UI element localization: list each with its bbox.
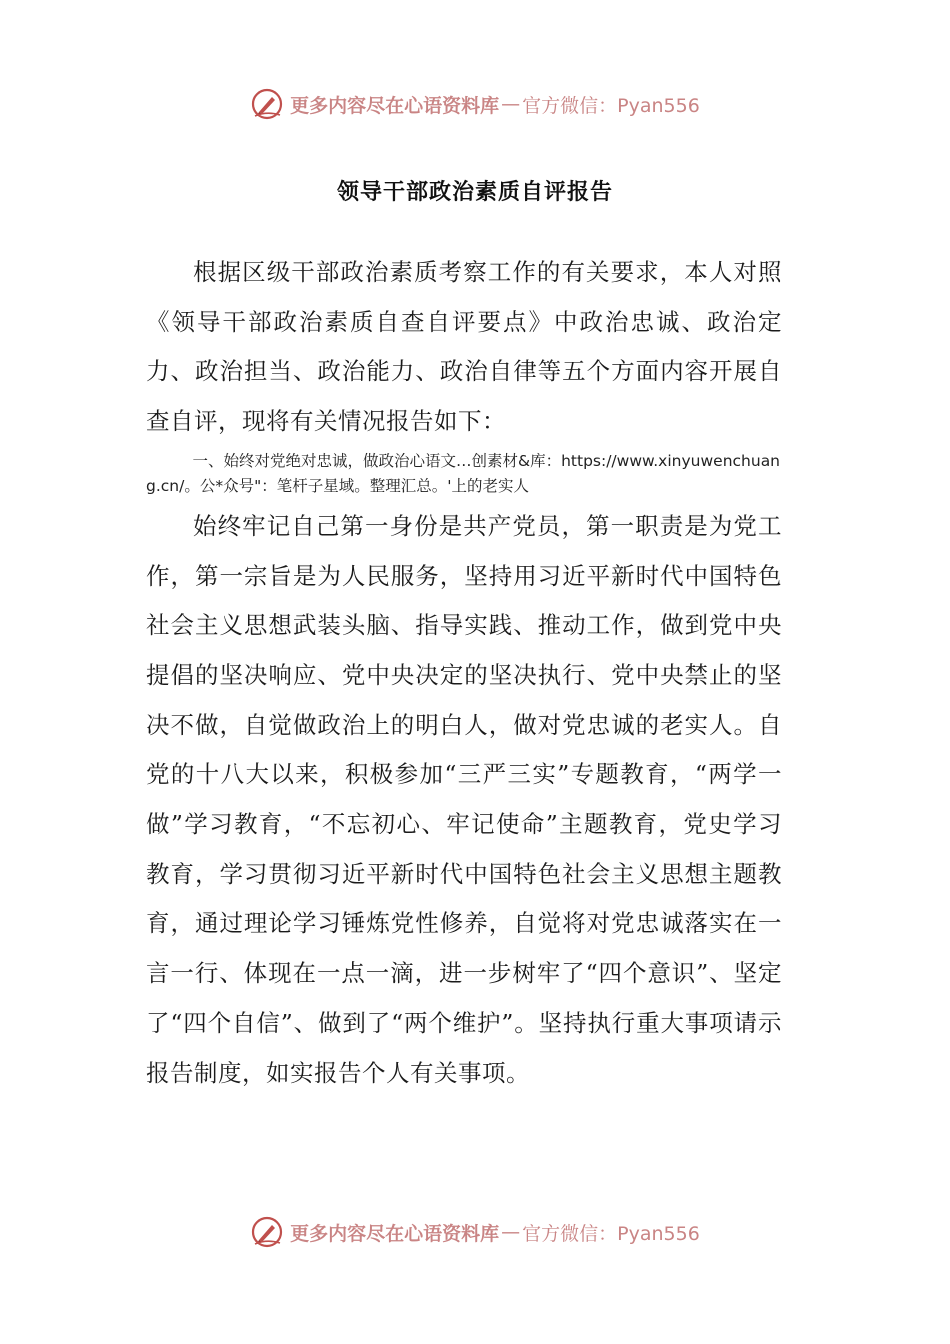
footer-watermark [0,1212,950,1252]
section-heading-note: 一、始终对党绝对忠诚，做政治心语文…创素材&库：https://www.xinyuwenchuang.cn/。公*众号"：笔杆子星域。整理汇总。'上的老实人 [146,451,781,495]
watermark-separator: — [501,1221,521,1243]
pen-circle-logo-icon [250,1215,284,1249]
watermark-contact: 官方微信：Pyan556 [522,94,700,117]
pen-circle-logo-icon [250,87,284,121]
watermark-brand-text: 更多内容尽在心语资料库 [290,94,500,117]
watermark-brand-text: 更多内容尽在心语资料库 [290,1222,500,1245]
document-title: 领导干部政治素质自评报告 [336,179,613,205]
intro-paragraph: 根据区级干部政治素质考察工作的有关要求，本人对照《领导干部政治素质自查自评要点》中政治忠诚、政治定力、政治担当、政治能力、政治自律等五个方面内容开展自查自评，现将有关情况报告如下： [146,258,782,436]
watermark-contact: 官方微信：Pyan556 [522,1222,700,1245]
document-body [146,248,782,1098]
body-paragraph: 始终牢记自己第一身份是共产党员，第一职责是为党工作，第一宗旨是为人民服务，坚持用习近平新时代中国特色社会主义思想武装头脑、指导实践、推动工作，做到党中央提倡的坚决响应、党中央决定的坚决执行、党中央禁止的坚决不做，自觉做政治上的明白人，做对党忠诚的老实人。自党的十八大以来，积极参加“三严三实”专题教育，“两学一做”学习教育，“不忘初心、牢记使命”主题教育，党史学习教育，学习贯彻习近平新时代中国特色社会主义思想主题教育，通过理论学习锤炼党性修养，自觉将对党忠诚落实在一言一行、体现在一点一滴，进一步树牢了“四个意识”、坚定了“四个自信”、做到了“两个维护”。坚持执行重大事项请示报告制度，如实报告个人有关事项。 [146,511,782,1087]
header-watermark [0,84,950,124]
watermark-separator: — [501,93,521,115]
